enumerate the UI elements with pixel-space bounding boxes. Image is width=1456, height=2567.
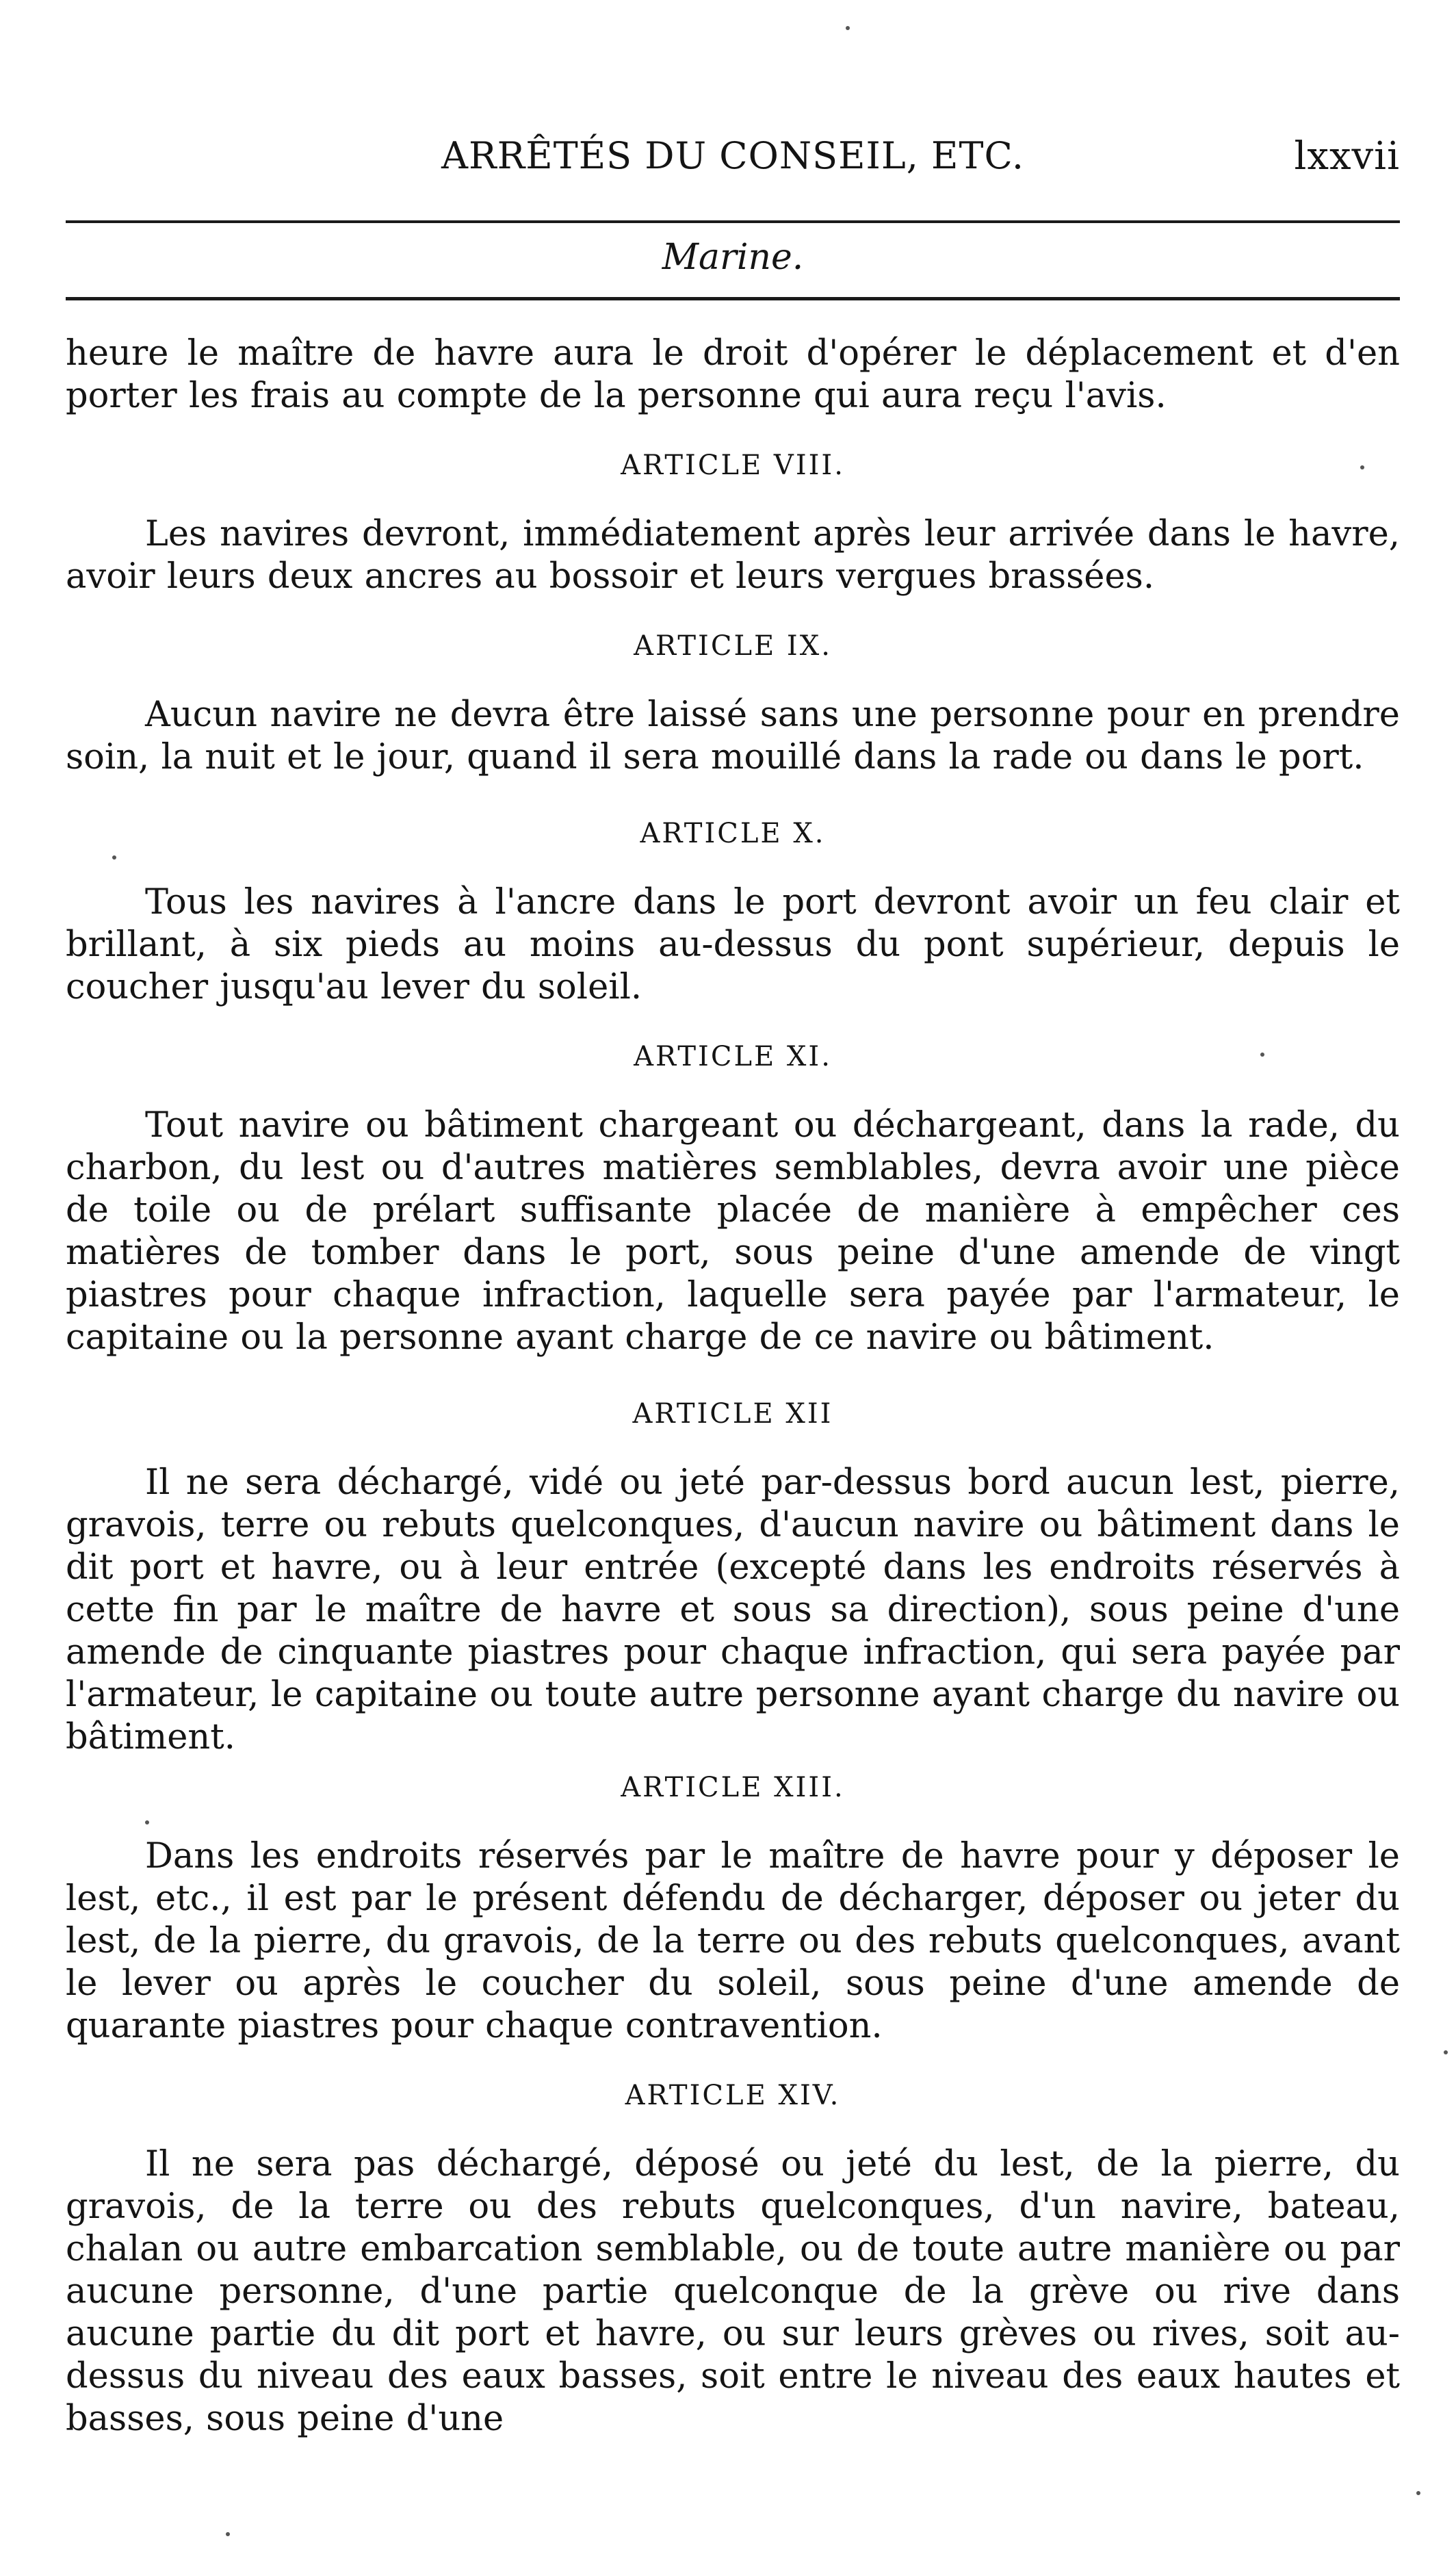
running-head [66,134,1400,189]
article-paragraph: Aucun navire ne devra être laissé sans une personne pour en prendre soin, la nuit et le jour, quand il sera mouillé dans la rade ou dans le port. [66,695,1400,777]
article-heading: ARTICLE X. [640,818,826,849]
article-heading: ARTICLE VIII. [621,450,845,481]
article-paragraph: Les navires devront, immédiatement après leur arrivée dans le havre, avoir leurs deux ancres au bossoir et leurs vergues brassées. [66,514,1400,597]
scan-speck [1260,1053,1264,1057]
scan-speck [226,2532,230,2536]
header-rule-top [66,220,1400,223]
running-title [66,134,1400,177]
article-paragraph: Tous les navires à l'ancre dans le port devront avoir un feu clair et brillant, à six pieds au moins au-dessus du pont supérieur, depuis le coucher jusqu'au lever du soleil. [66,882,1400,1007]
article-paragraph: Il ne sera pas déchargé, déposé ou jeté du lest, de la pierre, du gravois, de la terre ou des rebuts quelconques, d'un navire, bateau, chalan ou autre embarcation semblable, ou de toute autre manière ou par aucune personne, d'une partie quelconque de la grève ou rive dans aucune partie du dit port et havre, ou sur leurs grèves ou rives, soit au-dessus du niveau des eaux basses, soit entre le niveau des eaux hautes et basses, sous peine d'une [66,2144,1400,2439]
scan-speck [112,855,116,860]
article-heading: ARTICLE XI. [634,1041,832,1072]
page-number: lxxvii [1294,134,1400,179]
scan-speck [1416,2491,1420,2495]
article-paragraph: Dans les endroits réservés par le maître de havre pour y déposer le lest, etc., il est par le présent défendu de décharger, déposer ou jeter du lest, de la pierre, du gravois, de la terre ou des rebuts quelconques, avant le lever ou après le coucher du soleil, sous peine d'une amende de quarante piastres pour chaque contravention. [66,1836,1400,2046]
article-paragraph: Il ne sera déchargé, vidé ou jeté par-dessus bord aucun lest, pierre, gravois, terre ou rebuts quelconques, d'aucun navire ou bâtiment dans le dit port et havre, ou à leur entrée (excepté dans les endroits réservés à cette fin par le maître de havre et sous sa direction), sous peine d'une amende de cinquante piastres pour chaque infraction, qui sera payée par l'armateur, le capitaine ou toute autre personne ayant charge du navire ou bâtiment. [66,1462,1400,1757]
header-rule-bottom [66,297,1400,300]
running-title-text: ARRÊTÉS DU CONSEIL, ETC. [441,134,1025,177]
section-title: Marine. [662,237,804,278]
scan-speck [1444,2050,1448,2054]
scan-speck [846,26,850,30]
article-paragraph: Tout navire ou bâtiment chargeant ou déchargeant, dans la rade, du charbon, du lest ou d'autres matières semblables, devra avoir une pièce de toile ou de prélart suffisante placée de manière à empêcher ces matières de tomber dans le port, sous peine d'une amende de vingt piastres pour chaque infraction, laquelle sera payée par l'armateur, le capitaine ou la personne ayant charge de ce navire ou bâtiment. [66,1105,1400,1358]
article-heading: ARTICLE IX. [634,630,832,662]
article-heading: ARTICLE XIII. [621,1772,845,1803]
scan-speck [145,1820,149,1824]
opening-paragraph: heure le maître de havre aura le droit d'opérer le déplacement et d'en porter les frais au compte de la personne qui aura reçu l'avis. [66,333,1400,416]
body-text [66,333,1400,2440]
article-heading: ARTICLE XII [632,1398,833,1430]
article-heading: ARTICLE XIV. [625,2080,841,2111]
scan-speck [1360,465,1364,469]
